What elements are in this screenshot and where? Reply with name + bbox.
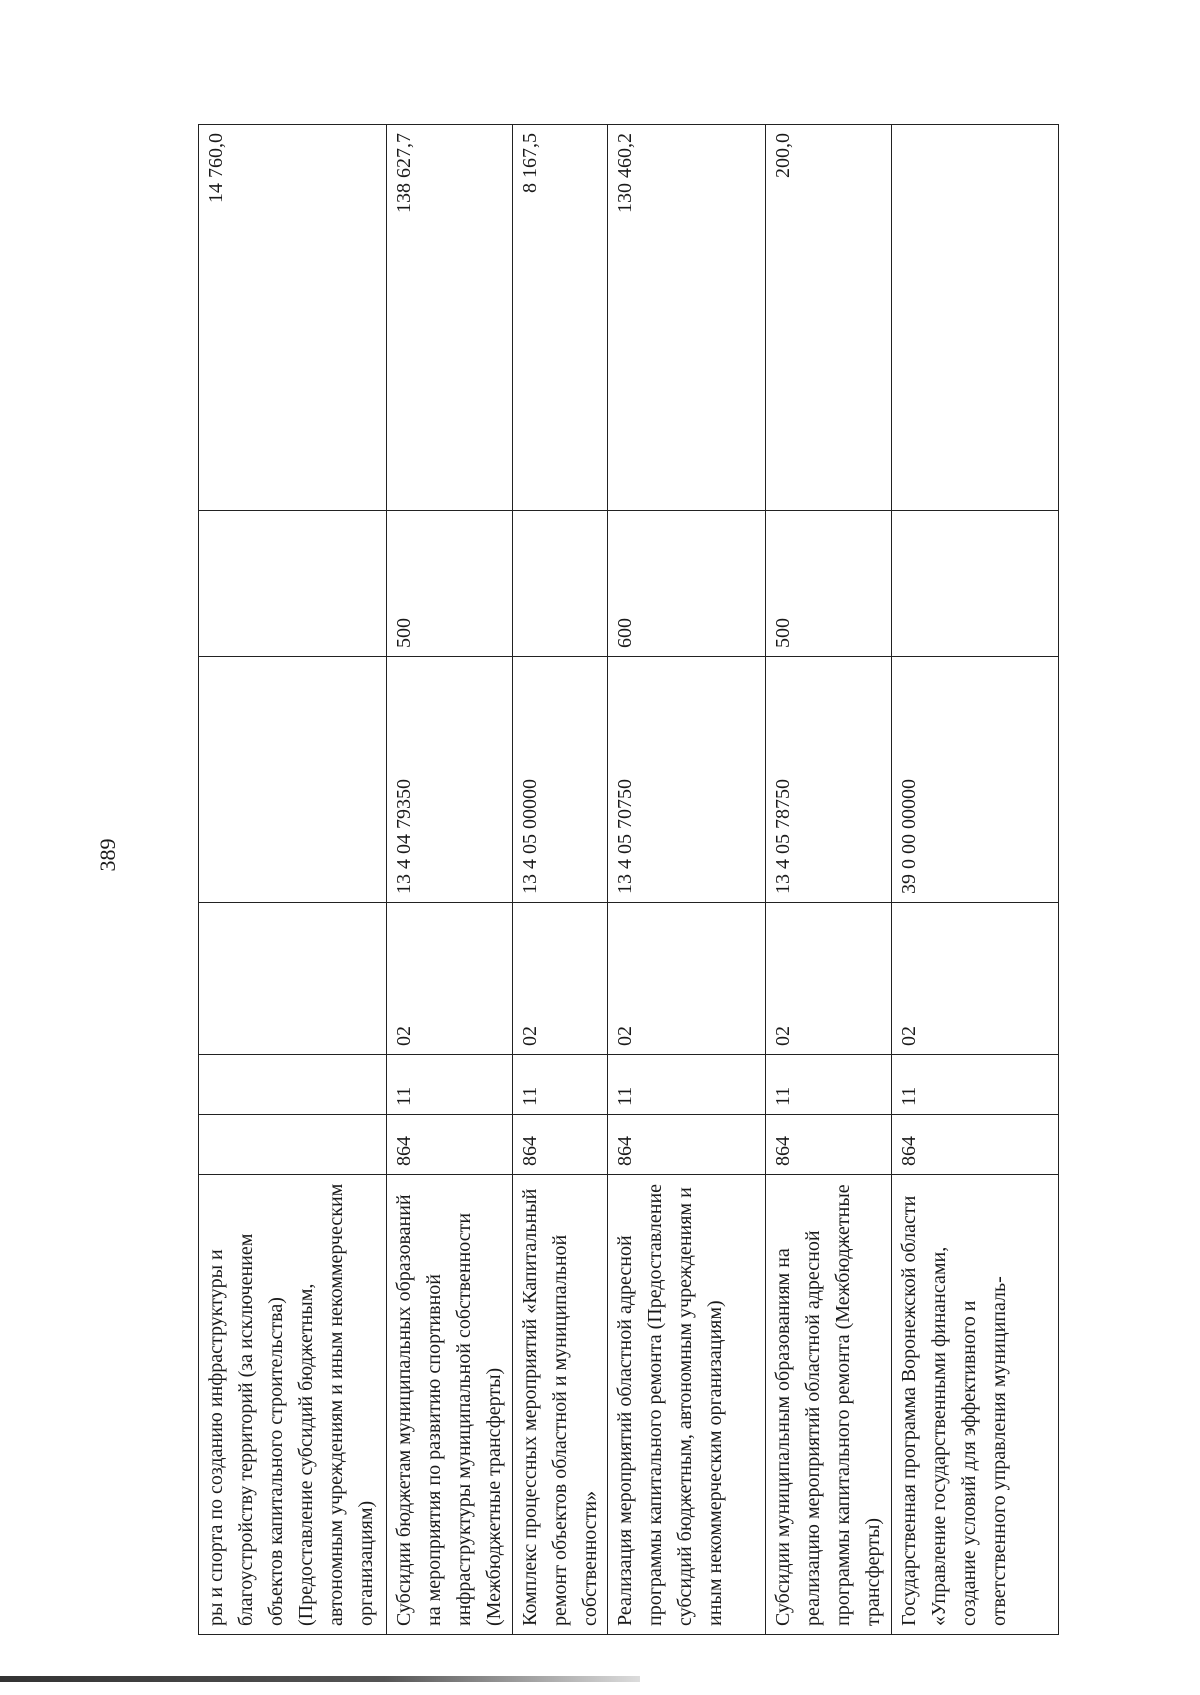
row-gr: 864 (608, 1115, 766, 1175)
row-rz: 11 (766, 1055, 892, 1115)
row-name: Комплекс процессных мероприятий «Капитальный ремонт объектов областной и муниципальной собственности» (513, 1175, 608, 1635)
row-pr (199, 903, 387, 1055)
row-vr (892, 511, 1059, 657)
table-row (892, 125, 1059, 1635)
row-cs: 13 4 04 79350 (387, 657, 513, 903)
row-sum (892, 125, 1059, 511)
row-pr: 02 (892, 903, 1059, 1055)
budget-table-rotated (198, 125, 1058, 1635)
row-rz (199, 1055, 387, 1115)
row-rz: 11 (513, 1055, 608, 1115)
row-sum: 138 627,7 (387, 125, 513, 511)
row-rz: 11 (892, 1055, 1059, 1115)
page-number: 389 (95, 838, 120, 872)
table-row (608, 125, 766, 1635)
row-pr: 02 (513, 903, 608, 1055)
table-row (199, 125, 387, 1635)
row-vr: 600 (608, 511, 766, 657)
row-cs: 13 4 05 78750 (766, 657, 892, 903)
row-sum: 200,0 (766, 125, 892, 511)
row-name: Государственная программа Воронежской области «Управление государственными финансами, создание условий для эффективного и ответственного управления муниципаль- (892, 1175, 1059, 1635)
row-gr: 864 (387, 1115, 513, 1175)
row-name: ры и спорта по созданию инфраструктуры и благоустройству территорий (за исключением объектов капитального строительства) (Предоставление субсидий бюджетным, автономным учреждениям и иным некоммерческим организациям) (199, 1175, 387, 1635)
row-sum: 130 460,2 (608, 125, 766, 511)
row-gr (199, 1115, 387, 1175)
row-pr: 02 (387, 903, 513, 1055)
row-rz: 11 (387, 1055, 513, 1115)
table-row (387, 125, 513, 1635)
row-pr: 02 (608, 903, 766, 1055)
row-gr: 864 (513, 1115, 608, 1175)
row-cs: 13 4 05 00000 (513, 657, 608, 903)
row-rz: 11 (608, 1055, 766, 1115)
row-vr (199, 511, 387, 657)
row-gr: 864 (892, 1115, 1059, 1175)
row-gr: 864 (766, 1115, 892, 1175)
row-vr: 500 (387, 511, 513, 657)
row-vr (513, 511, 608, 657)
row-cs (199, 657, 387, 903)
budget-table (198, 124, 1059, 1635)
row-cs: 13 4 05 70750 (608, 657, 766, 903)
row-cs: 39 0 00 00000 (892, 657, 1059, 903)
row-sum: 14 760,0 (199, 125, 387, 511)
row-pr: 02 (766, 903, 892, 1055)
row-name: Реализация мероприятий областной адресной программы капитального ремонта (Предоставление субсидий бюджетным, автономным учреждениям и иным некоммерческим организациям) (608, 1175, 766, 1635)
scan-edge-shadow (0, 1676, 640, 1682)
row-name: Субсидии бюджетам муниципальных образований на мероприятия по развитию спортивной инфраструктуры муниципальной собственности (Межбюджетные трансферты) (387, 1175, 513, 1635)
table-row (766, 125, 892, 1635)
row-name: Субсидии муниципальным образованиям на реализацию мероприятий областной адресной программы капитального ремонта (Межбюджетные трансферты) (766, 1175, 892, 1635)
table-row (513, 125, 608, 1635)
row-sum: 8 167,5 (513, 125, 608, 511)
row-vr: 500 (766, 511, 892, 657)
